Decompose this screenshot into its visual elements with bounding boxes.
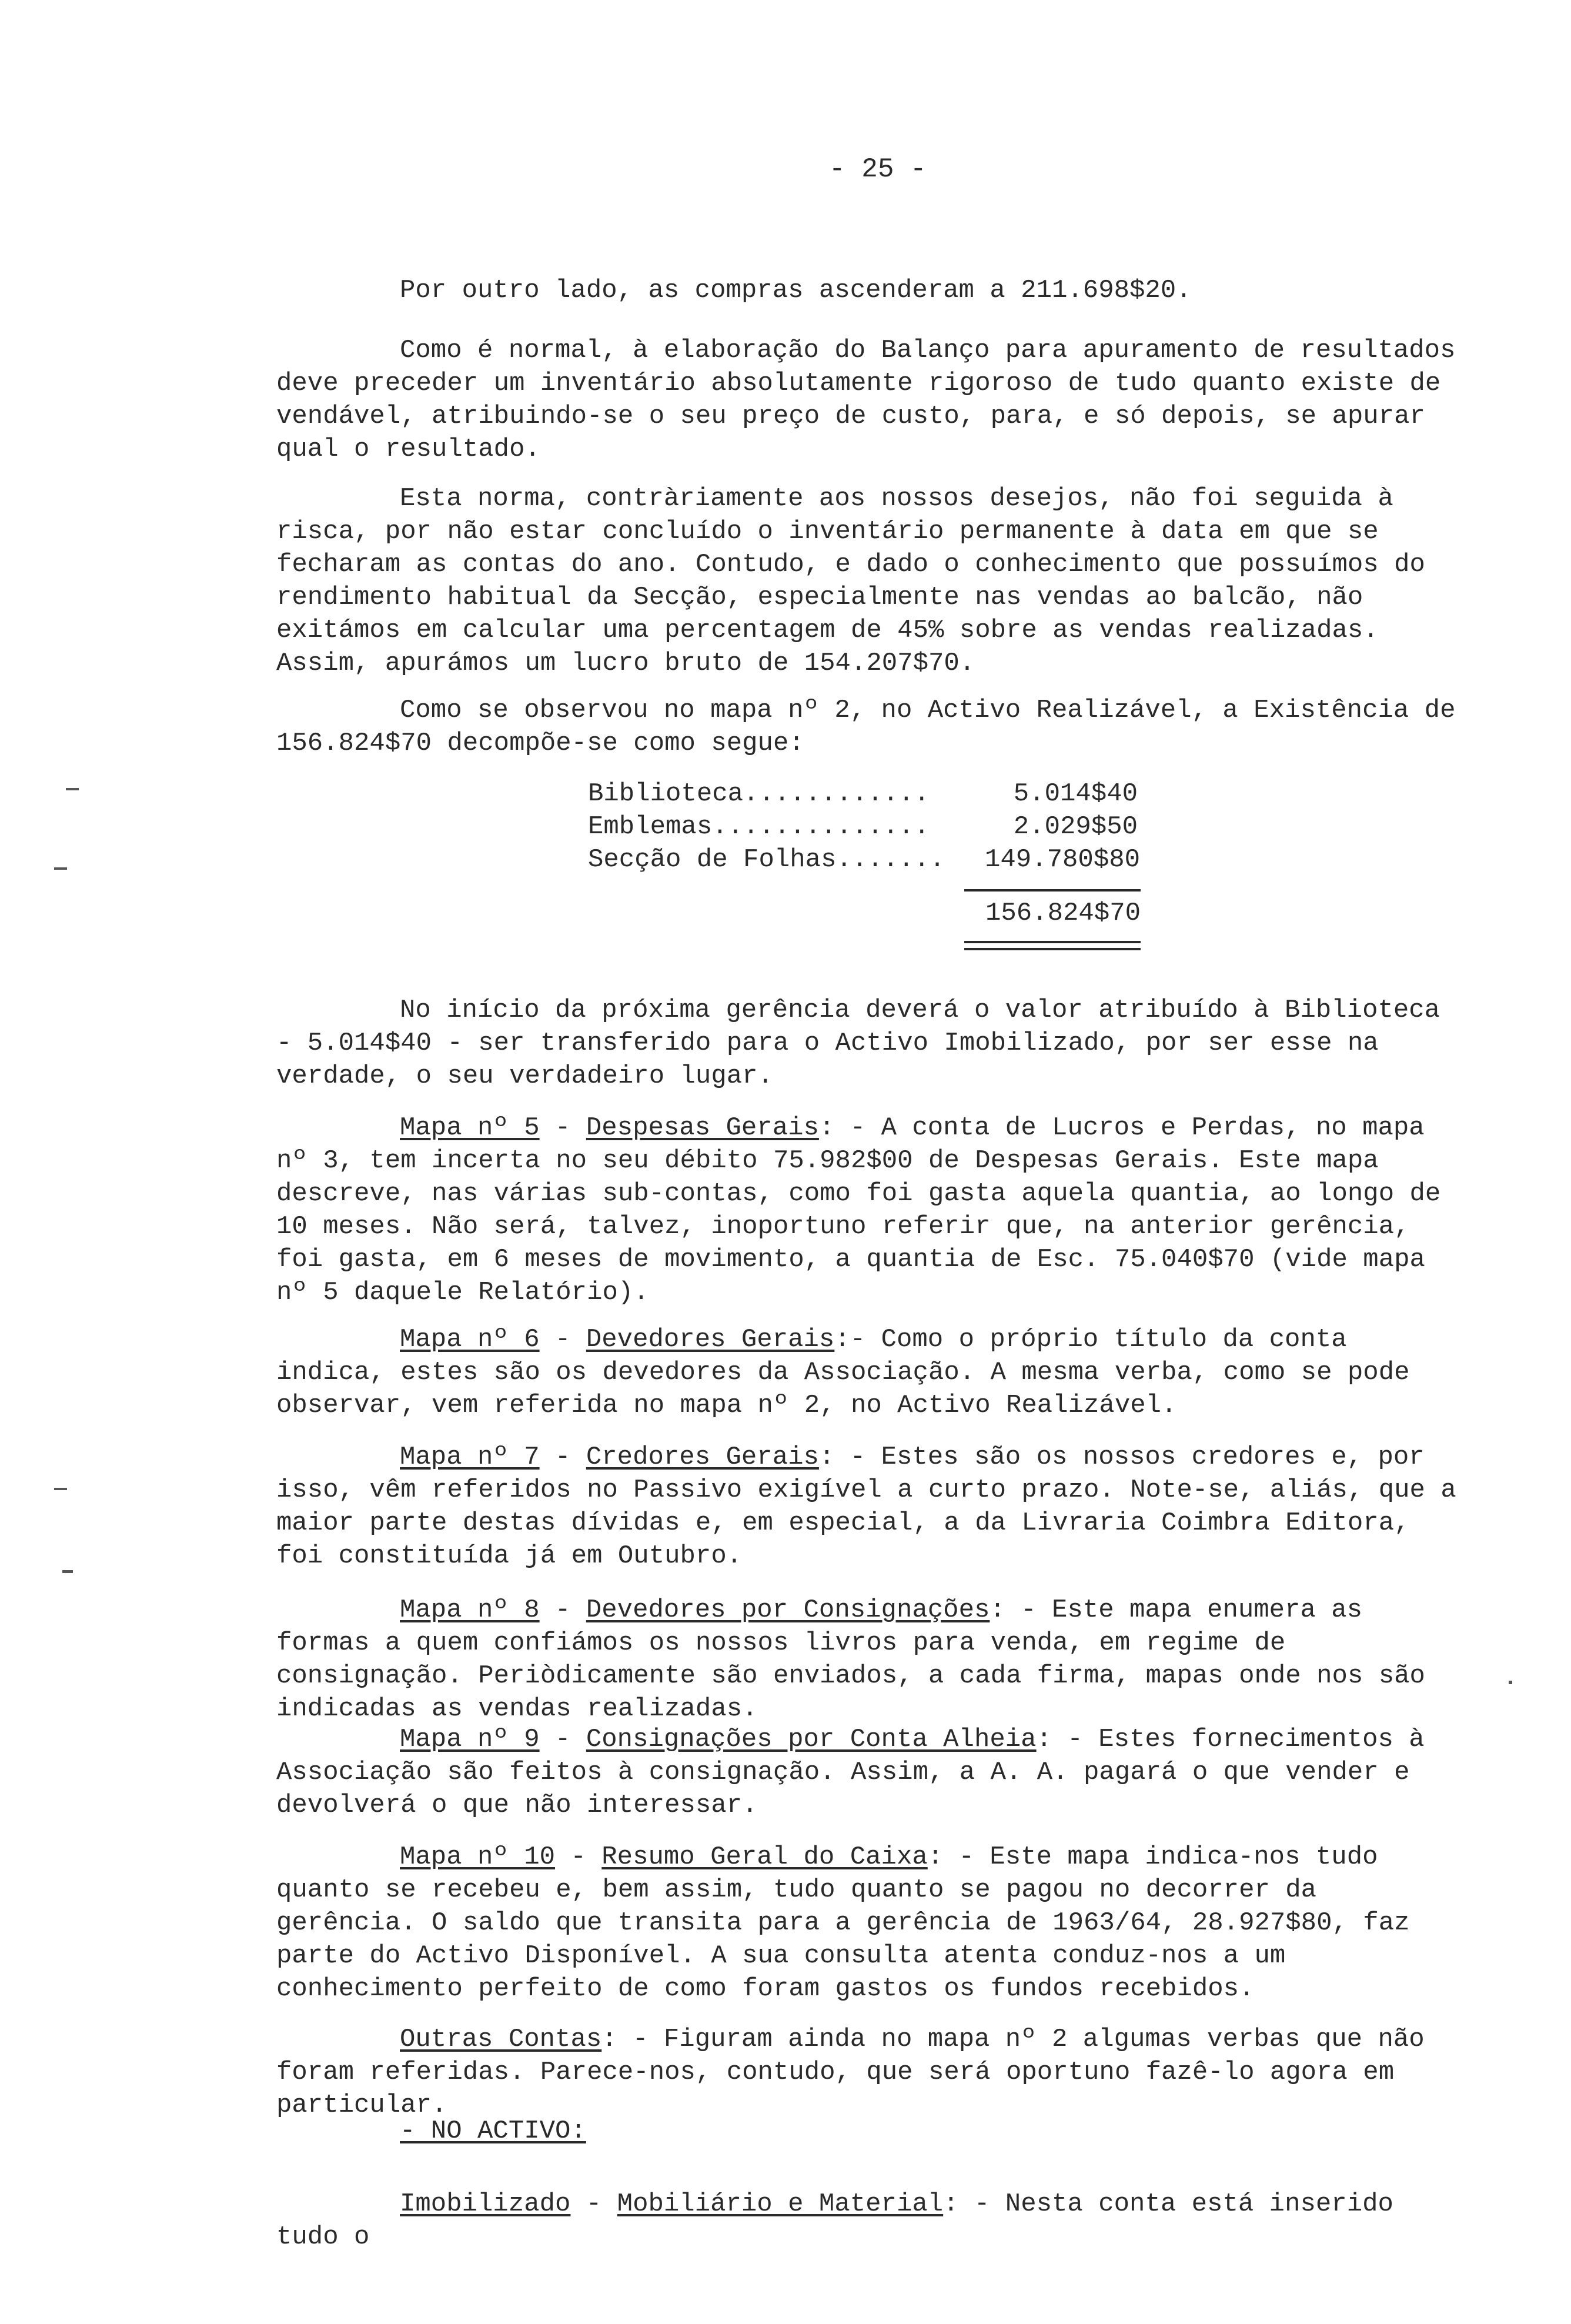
section-mapa-8: Mapa nº 8 - Devedores por Consignações: - Este mapa enumera as formas a quem confiámos os nossos livros para venda, em regime de consignação. Periòdicamente são enviados, a cada firma, mapas onde nos são indicadas as vendas realizadas. [276,1595,1425,1724]
section-outras-contas: Outras Contas: - Figuram ainda no mapa nº 2 algumas verbas que não foram referidas. Parece-nos, contudo, que será oportuno fazê-lo agora em particular. [276,2025,1425,2120]
scan-speck [66,788,79,790]
scan-speck [1509,1681,1512,1684]
section-mapa-9: Mapa nº 9 - Consignações por Conta Alheia: - Estes fornecimentos à Associação são feitos à consignação. Assim, a A. A. pagará o que vender e devolverá o que não interessar. [276,1725,1425,1820]
scan-speck [62,1570,73,1573]
paragraph-existencia: Como se observou no mapa nº 2, no Activo Realizável, a Existência de 156.824$70 decompõe-se como segue: [276,696,1456,758]
sum-rule [964,889,1141,891]
double-rule-bottom [964,948,1141,950]
breakdown-table [588,777,1141,876]
section-mapa-6: Mapa nº 6 - Devedores Gerais:- Como o próprio título da conta indica, estes são os devedores da Associação. A mesma verba, como se pode observar, vem referida no mapa nº 2, no Activo Realizável. [276,1325,1410,1420]
heading-no-activo: - NO ACTIVO: [400,2116,586,2146]
section-mapa-10: Mapa nº 10 - Resumo Geral do Caixa: - Este mapa indica-nos tudo quanto se recebeu e, bem assim, tudo quanto se pagou no decorrer da gerência. O saldo que transita para a gerência de 1963/64, 28.927$80, faz parte do Activo Disponível. A sua consulta atenta conduz-nos a um conhecimento perfeito de como foram gastos os fundos recebidos. [276,1842,1410,2004]
scan-speck [54,1488,67,1490]
paragraph-compras: Por outro lado, as compras ascenderam a 211.698$20. [400,276,1192,305]
paragraph-inventario: Como é normal, à elaboração do Balanço para apuramento de resultados deve preceder um inventário absolutamente rigoroso de tudo quanto existe de vendável, atribuindo-se o seu preço de custo, para, e só depois, se apurar qual o resultado. [276,336,1456,464]
section-mapa-7: Mapa nº 7 - Credores Gerais: - Estes são os nossos credores e, por isso, vêm referidos no Passivo exigível a curto prazo. Note-se, aliás, que a maior parte destas dívidas e, em especial, a da Livraria Coimbra Editora, foi constituída já em Outubro. [276,1443,1456,1571]
paragraph-biblioteca: No início da próxima gerência deverá o valor atribuído à Biblioteca - 5.014$40 - ser transferido para o Activo Imobilizado, por ser esse na verdade, o seu verdadeiro lugar. [276,996,1440,1091]
breakdown-row-emblemas: Emblemas.............. 2.029$50 [588,812,1138,842]
breakdown-row-folhas: Secção de Folhas....... 149.780$80 [588,845,1141,874]
section-mapa-5: Mapa nº 5 - Despesas Gerais: - A conta de Lucros e Perdas, no mapa nº 3, tem incerta no seu débito 75.982$00 de Despesas Gerais. Este mapa descreve, nas várias sub-contas, como foi gasta aquela quantia, ao longo de 10 meses. Não será, talvez, inoportuno referir que, na anterior gerência, foi gasta, em 6 meses de movimento, a quantia de Esc. 75.040$70 (vide mapa nº 5 daquele Relatório). [276,1113,1441,1307]
breakdown-row-biblioteca: Biblioteca............ 5.014$40 [588,779,1138,809]
scan-speck [54,867,67,870]
double-rule-top [964,941,1141,943]
breakdown-total: 156.824$70 [985,899,1141,928]
paragraph-norma: Esta norma, contràriamente aos nossos desejos, não foi seguida à risca, por não estar concluído o inventário permanente à data em que se fecharam as contas do ano. Contudo, e dado o conhecimento que possuímos do rendimento habitual da Secção, especialmente nas vendas ao balcão, não exitámos em calcular uma percentagem de 45% sobre as vendas realizadas. Assim, apurámos um lucro bruto de 154.207$70. [276,484,1425,678]
section-imobilizado: Imobilizado - Mobiliário e Material: - Nesta conta está inserido tudo o [276,2189,1393,2252]
page-number: - 25 - [829,154,927,185]
